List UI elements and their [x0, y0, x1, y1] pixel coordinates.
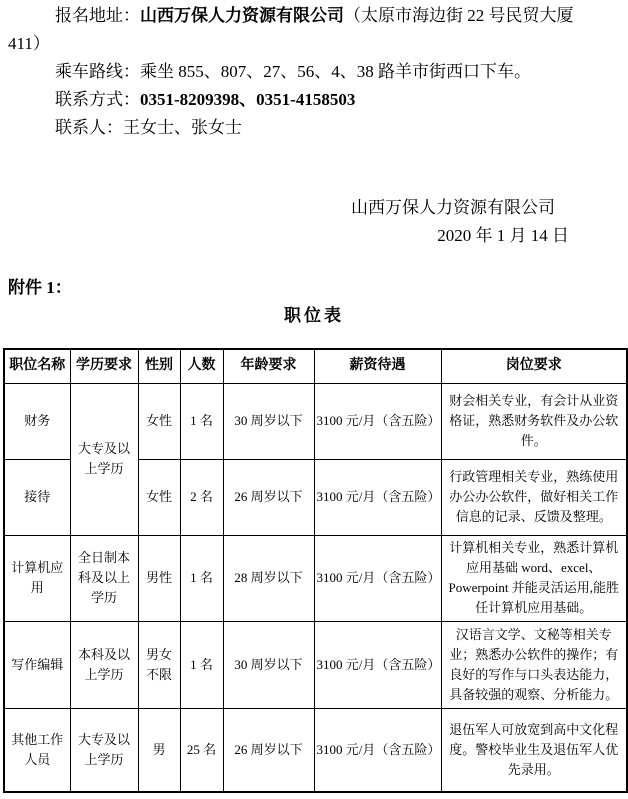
- header-salary: 薪资待遇: [314, 349, 441, 383]
- person-names: 王女士、张女士: [123, 118, 242, 137]
- signature-date: 2020 年 1 月 14 日: [437, 226, 569, 245]
- cell-gender: 女性: [138, 383, 180, 459]
- cell-requirements: 汉语言文学、文秘等相关专业；熟悉办公软件的操作；有良好的写作与口头表达能力，具备较强的观察、分析能力。: [441, 621, 627, 708]
- cell-count: 25 名: [180, 708, 223, 792]
- signature-company: 山西万保人力资源有限公司: [351, 198, 555, 217]
- cell-requirements: 计算机相关专业，熟悉计算机应用基础 word、excel、Powerpoint 并能灵活运用,能胜任计算机应用基础。: [441, 535, 627, 621]
- contact-person-line: [8, 114, 620, 142]
- route-line: [8, 58, 620, 86]
- contact-label: 联系方式：: [55, 90, 140, 109]
- route-label: 乘车路线：: [55, 62, 140, 81]
- address-label: 报名地址：: [55, 6, 140, 25]
- header-education: 学历要求: [70, 349, 138, 383]
- table-header-row: [4, 349, 627, 383]
- cell-position: 财务: [4, 383, 70, 459]
- cell-requirements: 退伍军人可放宽到高中文化程度。警校毕业生及退伍军人优先录用。: [441, 708, 627, 792]
- cell-position: 计算机应用: [4, 535, 70, 621]
- cell-education: 大专及以上学历: [70, 708, 138, 792]
- table-row: [4, 621, 627, 708]
- address-company: 山西万保人力资源有限公司: [140, 6, 344, 25]
- cell-education: 本科及以上学历: [70, 621, 138, 708]
- route-text: 乘坐 855、807、27、56、4、38 路羊市街西口下车。: [140, 62, 531, 81]
- address-location: （太原市海边街 22 号民贸大厦: [344, 6, 574, 25]
- cell-gender: 男: [138, 708, 180, 792]
- cell-age: 28 周岁以下: [223, 535, 314, 621]
- cell-position: 接待: [4, 459, 70, 535]
- position-table: [3, 348, 628, 793]
- contact-phones: 0351-8209398、0351-4158503: [140, 90, 356, 109]
- cell-age: 26 周岁以下: [223, 459, 314, 535]
- cell-requirements: 行政管理相关专业，熟练使用办公办公软件，做好相关工作信息的记录、反馈及整理。: [441, 459, 627, 535]
- table-row: [4, 383, 627, 459]
- cell-position: 其他工作人员: [4, 708, 70, 792]
- cell-requirements: 财会相关专业，有会计从业资格证，熟悉财务软件及办公软件。: [441, 383, 627, 459]
- cell-salary: 3100 元/月（含五险）: [314, 383, 441, 459]
- cell-age: 30 周岁以下: [223, 383, 314, 459]
- cell-salary: 3100 元/月（含五险）: [314, 708, 441, 792]
- cell-gender: 男女不限: [138, 621, 180, 708]
- table-row: [4, 535, 627, 621]
- address-wrap-line: 411）: [8, 34, 50, 53]
- table-row: [4, 708, 627, 792]
- header-count: 人数: [180, 349, 223, 383]
- cell-salary: 3100 元/月（含五险）: [314, 621, 441, 708]
- address-line: [8, 2, 620, 30]
- cell-age: 30 周岁以下: [223, 621, 314, 708]
- cell-gender: 男性: [138, 535, 180, 621]
- person-label: 联系人：: [55, 118, 123, 137]
- contact-line: [8, 86, 620, 114]
- attachment-label: 附件 1：: [8, 278, 72, 297]
- cell-count: 1 名: [180, 383, 223, 459]
- signature-block: [8, 194, 620, 250]
- cell-salary: 3100 元/月（含五险）: [314, 535, 441, 621]
- header-requirements: 岗位要求: [441, 349, 627, 383]
- cell-position: 写作编辑: [4, 621, 70, 708]
- header-age: 年龄要求: [223, 349, 314, 383]
- header-gender: 性别: [138, 349, 180, 383]
- cell-count: 2 名: [180, 459, 223, 535]
- cell-count: 1 名: [180, 535, 223, 621]
- cell-salary: 3100 元/月（含五险）: [314, 459, 441, 535]
- cell-age: 26 周岁以下: [223, 708, 314, 792]
- cell-count: 1 名: [180, 621, 223, 708]
- table-title: 职位表: [284, 306, 344, 325]
- cell-education: 全日制本科及以上学历: [70, 535, 138, 621]
- cell-education-merged: 大专及以上学历: [70, 383, 138, 535]
- header-position: 职位名称: [4, 349, 70, 383]
- cell-gender: 女性: [138, 459, 180, 535]
